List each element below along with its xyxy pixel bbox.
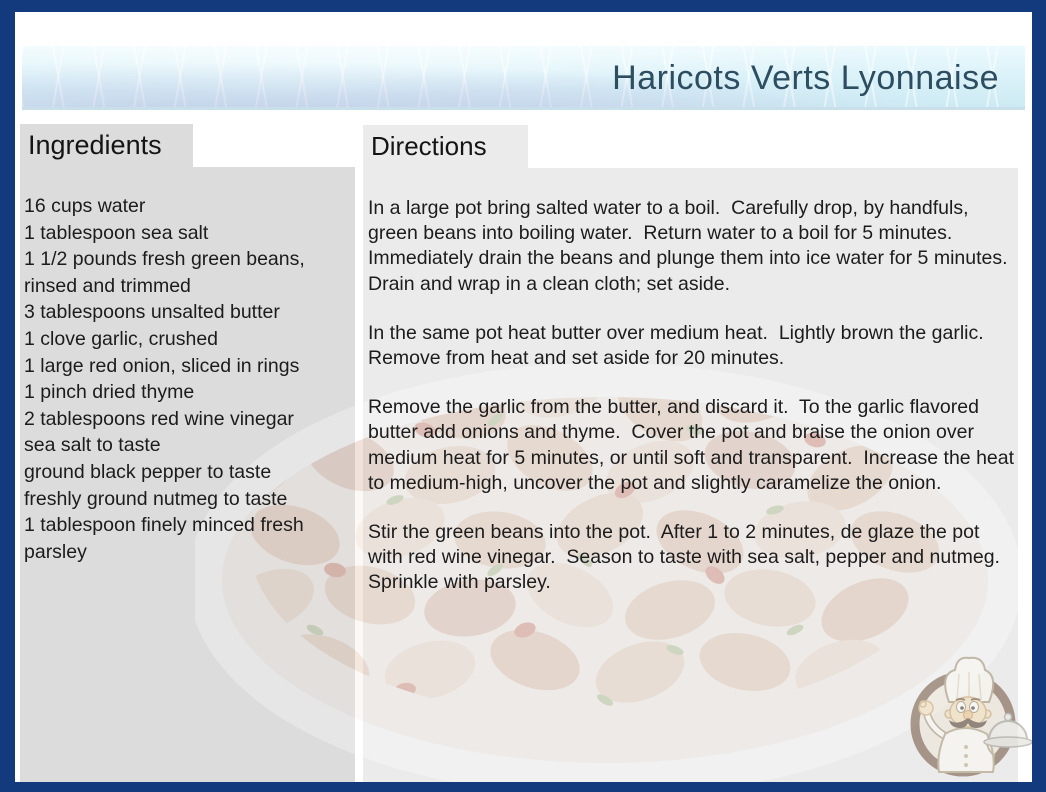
directions-paragraph: Remove the garlic from the butter, and discard it. To the garlic flavored butter add onions and thyme. Cover the pot and braise the onion over medium heat for 5 minutes, or until soft and transparent. Increase the heat to medium-high, uncover the pot and slightly caramelize the onion. xyxy=(368,396,1020,494)
ingredient-item: sea salt to taste xyxy=(24,434,161,457)
ingredient-item: freshly ground nutmeg to taste xyxy=(24,487,288,510)
ingredient-item: 1 pinch dried thyme xyxy=(24,381,195,404)
ingredient-item: 1 clove garlic, crushed xyxy=(24,327,219,350)
ingredient-item: 1 1/2 pounds fresh green beans, rinsed and trimmed xyxy=(24,248,305,297)
ingredient-item: 1 large red onion, sliced in rings xyxy=(24,354,300,377)
header-banner xyxy=(22,46,1025,110)
ingredient-item: 1 tablespoon finely minced fresh parsley xyxy=(24,514,304,563)
directions-paragraph: In the same pot heat butter over medium heat. Lightly brown the garlic. Remove from heat and set aside for 20 minutes. xyxy=(368,321,995,370)
directions-paragraph: Stir the green beans into the pot. After 1 to 2 minutes, de glaze the pot with red wine vinegar. Season to taste with sea salt, pepper and nutmeg. Sprinkle with parsley. xyxy=(368,521,1011,594)
ingredients-list xyxy=(24,193,354,565)
ingredients-heading: Ingredients xyxy=(28,130,162,160)
ingredient-item: 3 tablespoons unsalted butter xyxy=(24,301,280,324)
page-title: Haricots Verts Lyonnaise xyxy=(612,59,999,97)
ingredient-item: 1 tablespoon sea salt xyxy=(24,221,209,244)
directions-paragraph: In a large pot bring salted water to a boil. Carefully drop, by handfuls, green beans into boiling water. Return water to a boil for 5 minutes. Immediately drain the beans and plunge them into ice water for 5 minutes. Drain and wrap in a clean cloth; set aside. xyxy=(368,197,1019,295)
ingredient-item: 2 tablespoons red wine vinegar xyxy=(24,407,294,430)
directions-heading: Directions xyxy=(371,131,487,161)
ingredient-item: 16 cups water xyxy=(24,195,146,217)
directions-text xyxy=(368,196,1018,620)
ingredient-item: ground black pepper to taste xyxy=(24,460,272,483)
